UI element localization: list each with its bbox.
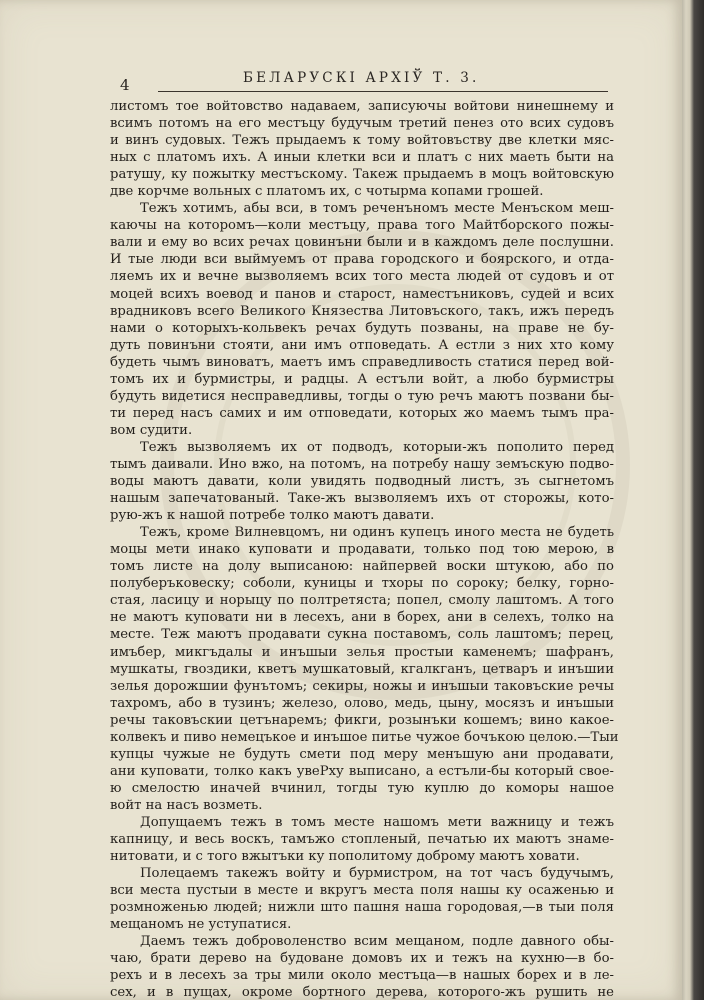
text-line: И тые люди вси выймуемъ от права городского и боярского, и отда- bbox=[110, 252, 614, 268]
text-line: Тежъ хотимъ, абы вси, в томъ реченъномъ месте Менъском меш- bbox=[140, 201, 614, 217]
text-line: моцей всихъ воевод и панов и старост, наместъниковъ, судей и всих bbox=[110, 286, 614, 302]
text-line: врадниковъ всего Великого Князества Литовъского, такъ, ижъ передъ bbox=[110, 303, 614, 319]
text-line: Тежъ вызволяемъ их от подводъ, которыи-жъ пополито перед bbox=[140, 439, 614, 455]
text-line: рехъ и в лесехъ за тры мили около местъца—в нашых борех и в ле- bbox=[110, 968, 614, 984]
text-line: будуть видетися несправедливы, тогды о тую речъ маютъ позвани бы- bbox=[110, 388, 614, 404]
text-line: ти перед насъ самих и им отповедати, которых жо маемъ тымъ пра- bbox=[110, 405, 614, 421]
text-line: дуть повинъни стояти, ани имъ отповедать. А естли з них хто кому bbox=[110, 337, 614, 353]
page-header bbox=[118, 70, 608, 94]
text-line: и винъ судовых. Тежъ прыдаемъ к тому войтовъству две клетки мяс- bbox=[110, 133, 614, 149]
text-line: рую-жъ к нашой потребе толко маютъ давати. bbox=[110, 508, 435, 524]
text-line: зелья дорожшии фунътомъ; секиры, ножы и инъшыи таковъские речы bbox=[110, 678, 614, 694]
text-line: томъ листе на долу выписаною: найпервей воски штукою, або по bbox=[110, 559, 614, 575]
text-line: колвекъ и пиво немецъкое и инъшое питье чужое бочъкою целою.—Тыи bbox=[110, 729, 619, 745]
text-line: сех, и в пущах, окроме бортного дерева, которого-жъ рушить не bbox=[110, 985, 614, 1000]
text-line: Даемъ тежъ доброволенство всим мещаном, подле давного обы- bbox=[140, 934, 614, 950]
text-line: не маютъ куповати ни в лесехъ, ани в борех, ани в селехъ, толко на bbox=[110, 610, 614, 626]
running-title: БЕЛАРУСКІ АРХІЎ Т. 3. bbox=[243, 70, 480, 86]
text-line: две корчме вольных с платомъ их, с чотырма копами грошей. bbox=[110, 184, 544, 200]
text-line: листомъ тое войтовство надаваем, записуючы войтови нинешнему и bbox=[110, 99, 614, 114]
text-line: стая, ласицу и норыцу по полтретяста; попел, смолу лаштомъ. А того bbox=[110, 593, 614, 609]
text-line: ляемъ их и вечне вызволяемъ всих того места людей от судовъ и от bbox=[110, 269, 614, 285]
text-line: купцы чужые не будуть смети под меру менъшую ани продавати, bbox=[110, 746, 614, 762]
text-line: ных с платомъ ихъ. А иныи клетки вси и платъ с них маеть быти на bbox=[110, 150, 614, 166]
text-line: имъбер, микгъдалы и инъшыи зелья простыи каменемъ; шафранъ, bbox=[110, 644, 614, 660]
text-line: Полецаемъ такежъ войту и бурмистром, на тот часъ будучымъ, bbox=[140, 866, 614, 882]
text-line: тымъ даивали. Ино вжо, на потомъ, на потребу нашу земъскую подво- bbox=[110, 456, 614, 472]
book-edge bbox=[682, 0, 704, 1000]
text-line: капницу, и весь воскъ, тамъжо стопленый, печатью их маютъ знаме- bbox=[110, 832, 614, 848]
text-line: ани куповати, толко какъ увеРху выписано, а естъли-бы который свое- bbox=[110, 763, 614, 779]
text-line: Допущаемъ тежъ в томъ месте нашомъ мети важницу и тежъ bbox=[140, 814, 614, 830]
text-line: вом судити. bbox=[110, 422, 193, 438]
text-line: моцы мети инако куповати и продавати, только под тою мерою, в bbox=[110, 542, 614, 558]
text-line: ратушу, ку пожытку местъскому. Такеж прыдаемъ в моцъ войтовскую bbox=[110, 167, 614, 183]
text-line: нашым запечатованый. Таке-жъ вызволяемъ ихъ от сторожы, кото- bbox=[110, 491, 614, 507]
text-line: нитовати, и с того вжытъки ку пополитому доброму маютъ ховати. bbox=[110, 849, 580, 865]
body-text bbox=[110, 98, 619, 1000]
text-line: томъ их и бурмистры, и радцы. А естъли войт, а любо бурмистры bbox=[110, 371, 614, 387]
page-number: 4 bbox=[120, 76, 130, 94]
text-line: полуберъковеску; соболи, куницы и тхоры по сороку; белку, горно- bbox=[110, 576, 614, 592]
text-line: воды маютъ давати, коли увидять подводный листъ, зъ сыгнетомъ bbox=[110, 474, 614, 490]
text-line: будеть чымъ виноватъ, маетъ имъ справедливость статися перед вой- bbox=[110, 354, 614, 370]
text-line: чаю, брати дерево на будоване домовъ их и тежъ на кухню—в бо- bbox=[110, 951, 614, 967]
text-line: вси места пустыи в месте и вкругъ места поля нашы ку осаженью и bbox=[110, 883, 614, 899]
text-line: мещаномъ не уступатися. bbox=[110, 917, 292, 933]
text-line: ю смелостю иначей вчинил, тогды тую куплю до коморы нашое bbox=[110, 780, 614, 796]
text-line: вали и ему во всих речах цовинъни были и в каждомъ деле послушни. bbox=[110, 235, 614, 251]
text-line: речы таковъскии цетънаремъ; фикги, розынъки кошемъ; вино какое- bbox=[110, 712, 614, 728]
text-line: каючы на которомъ—коли местъцу, права того Майтборского пожы- bbox=[110, 218, 614, 234]
text-line: войт на насъ возметь. bbox=[110, 797, 263, 813]
text-line: Тежъ, кроме Вилневцомъ, ни одинъ купецъ иного места не будеть bbox=[140, 525, 614, 541]
text-line: нами о которыхъ-кольвекъ речах будуть позваны, на праве не бу- bbox=[110, 320, 614, 336]
text-line: тахромъ, або в тузинъ; железо, олово, медь, цыну, мосязъ и инъшыи bbox=[110, 695, 614, 711]
text-line: месте. Теж маютъ продавати сукна поставомъ, соль лаштомъ; перец, bbox=[110, 627, 614, 643]
header-rule bbox=[158, 91, 608, 92]
text-line: всимъ потомъ на его местъцу будучым третий пенез ото всих судовъ bbox=[110, 116, 614, 132]
text-line: розмноженью людей; нижли што пашня наша городовая,—в тыи поля bbox=[110, 900, 614, 916]
text-line: мушкаты, гвоздики, кветъ мушкатовый, кгалкганъ, цетваръ и инъшии bbox=[110, 661, 614, 677]
